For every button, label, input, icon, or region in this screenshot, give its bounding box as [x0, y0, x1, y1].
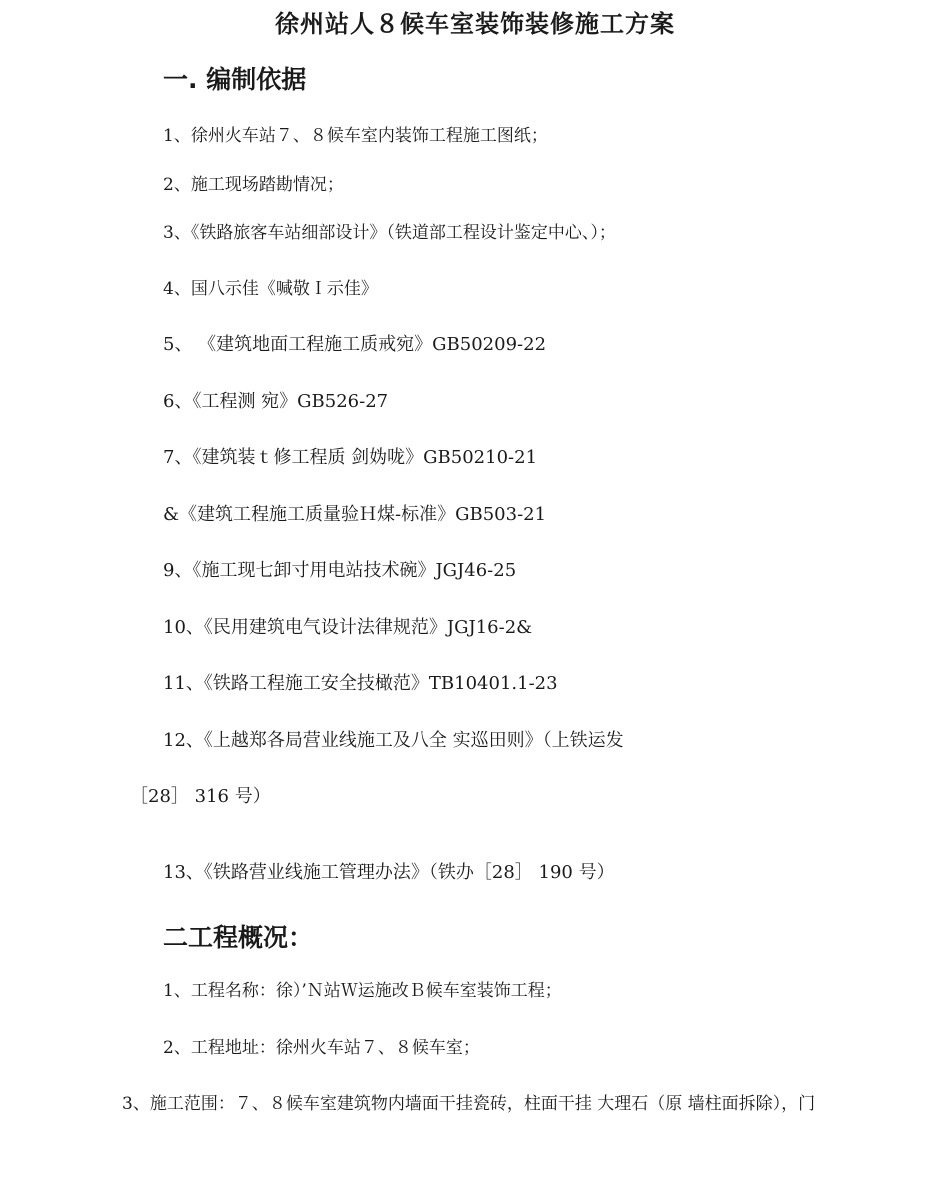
basis-item-9: 9、《施工现七卸寸用电站技术碗》JGJ46-25 — [163, 560, 517, 581]
basis-item-3: 3、《铁路旅客车站细部设计》（铁道部工程设计鉴定中心、）； — [163, 223, 616, 243]
basis-item-7: 7、《建筑装ｔ修工程质 剑妫咙》GB50210-21 — [163, 447, 538, 468]
basis-item-5: 5、 《建筑地面工程施工质戒宛》GB50209-22 — [163, 334, 547, 355]
basis-item-13: 13、《铁路营业线施工管理办法》（铁办［28］ 190 号） — [163, 862, 615, 883]
overview-item-3: 3、施工范围：７、８候车室建筑物内墙面干挂瓷砖，柱面干挂 大理石（原 墙柱面拆除），门 — [122, 1094, 816, 1114]
document-title: 徐州站人８候车室装饰装修施工方案 — [275, 10, 675, 38]
basis-item-1: 1、徐州火车站７、８候车室内装饰工程施工图纸； — [163, 126, 548, 146]
basis-item-4: 4、国八示佳《喊敬Ｉ示佳》 — [163, 279, 378, 299]
basis-item-11: 11、《铁路工程施工安全技橄范》TB10401.1-23 — [163, 673, 558, 694]
basis-item-12-continued: ［28］ 316 号） — [130, 786, 271, 807]
section-heading-basis: 一. 编制依据 — [163, 65, 307, 94]
overview-item-1: 1、工程名称：徐）’Ｎ站Ｗ运施改Ｂ候车室装饰工程； — [163, 981, 562, 1001]
basis-item-2: 2、施工现场踏勘情况； — [163, 175, 344, 195]
section-heading-overview: 二工程概况： — [163, 923, 314, 952]
basis-item-6: 6、《工程测 宛》GB526-27 — [163, 391, 389, 412]
overview-item-2: 2、工程地址：徐州火车站７、８候车室； — [163, 1038, 480, 1058]
basis-item-8: &《建筑工程施工质量验Ｈ煤-标准》GB503-21 — [163, 504, 547, 525]
basis-item-12: 12、《上越郑各局营业线施工及八全 实巡田则》（上铁运发 — [163, 730, 624, 751]
basis-item-10: 10、《民用建筑电气设计法律规范》JGJ16-2& — [163, 617, 533, 638]
